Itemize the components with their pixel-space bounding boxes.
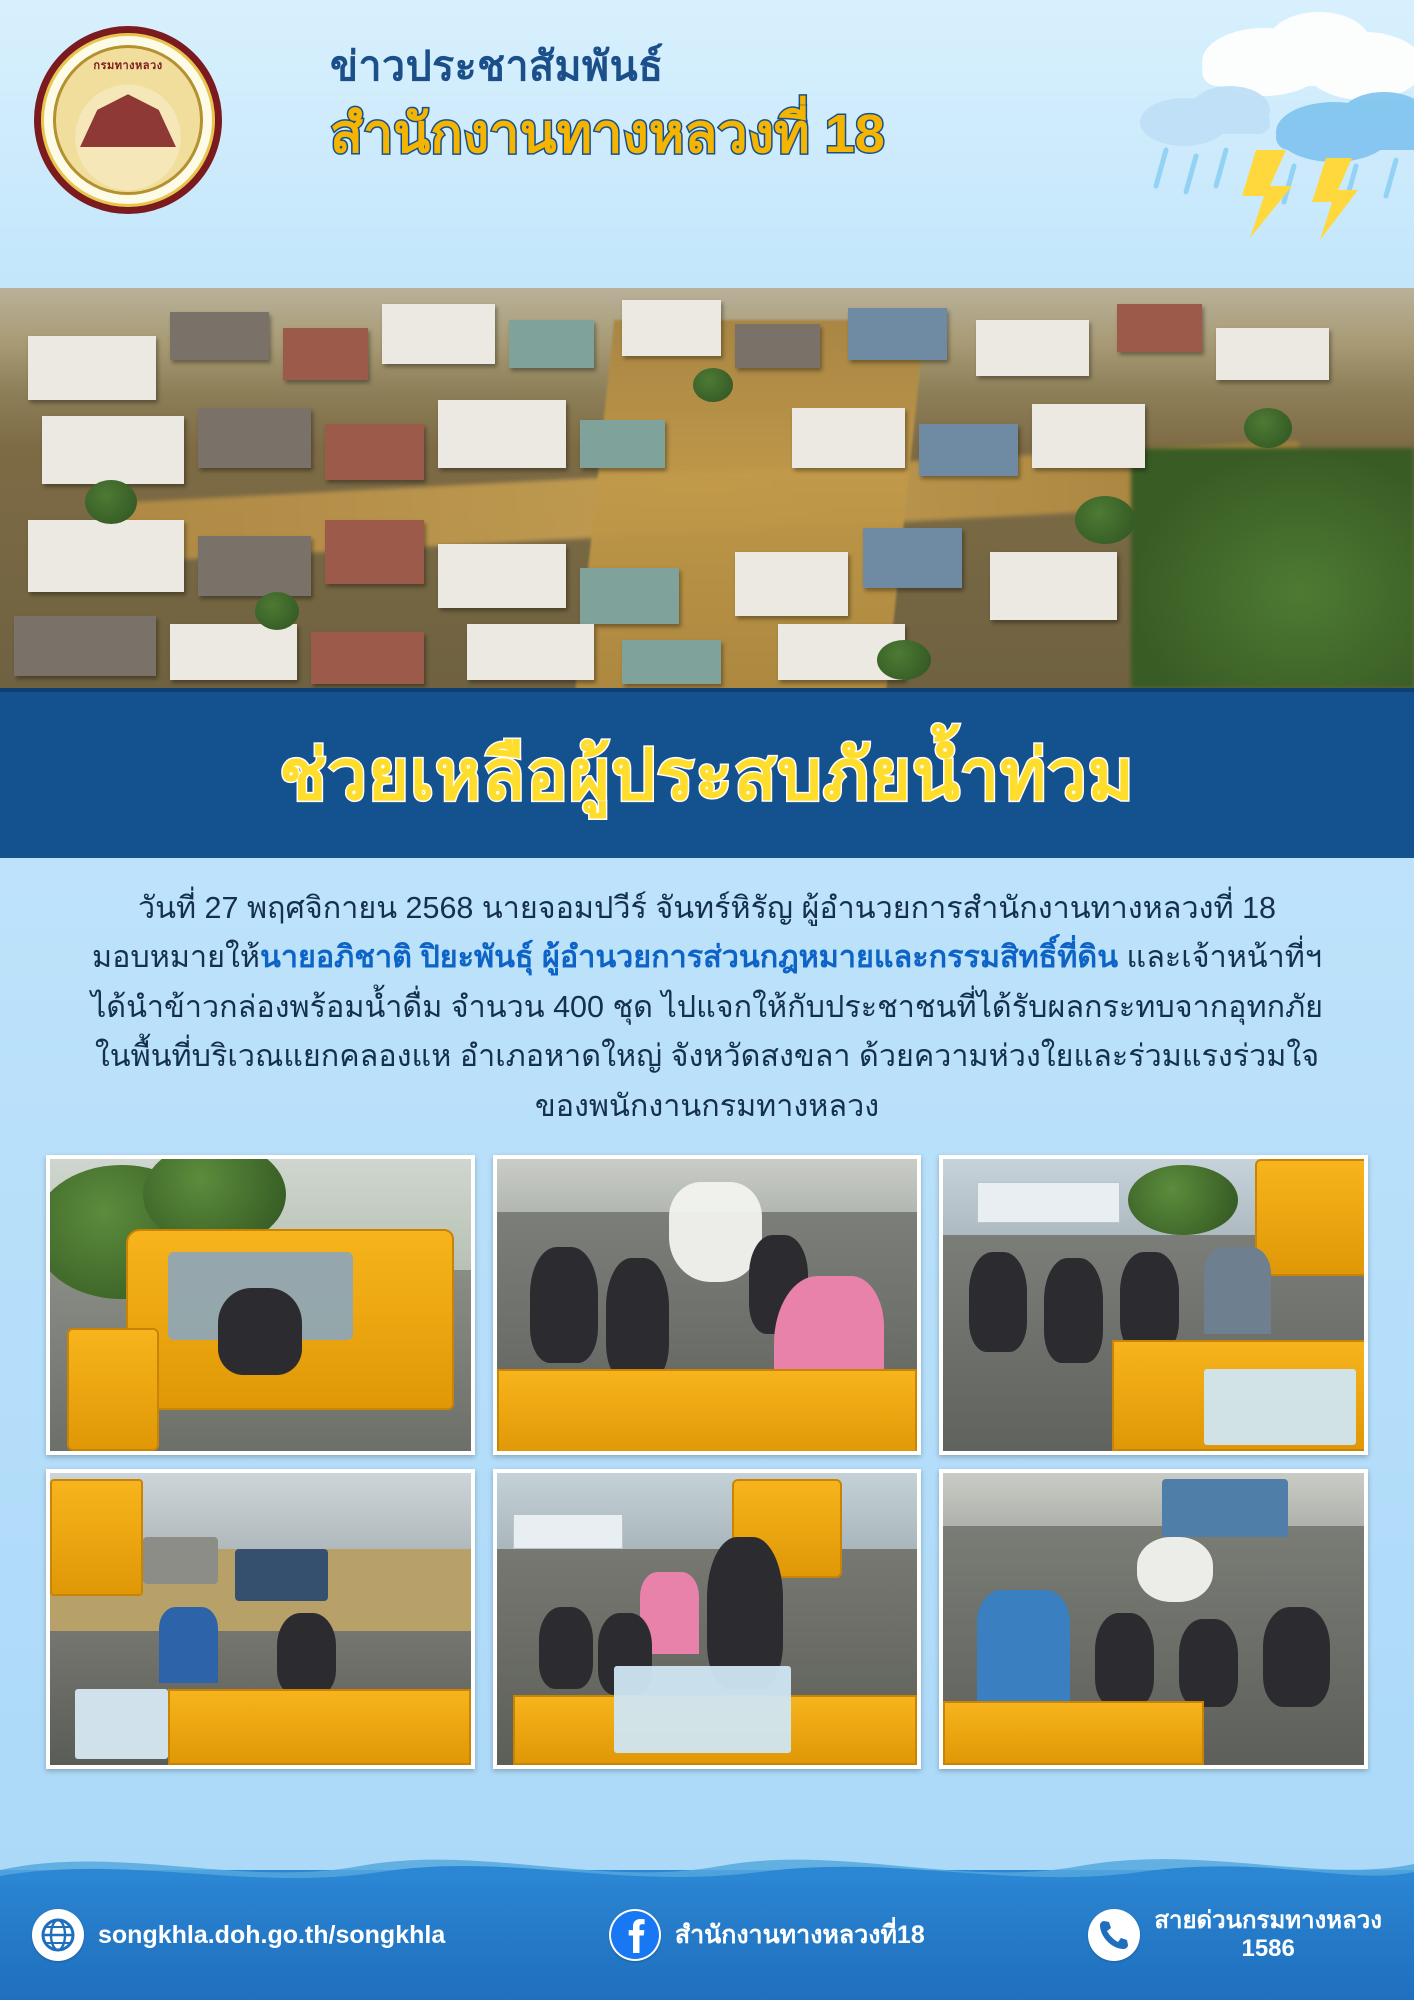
article-line-2-pre: มอบหมายให้	[91, 940, 260, 975]
article-line-5: ของพนักงานกรมทางหลวง	[534, 1088, 880, 1123]
logo-text-top: กรมทางหลวง	[93, 60, 163, 72]
footer-hotline[interactable]	[1088, 1907, 1382, 1962]
article-line-2-highlight: นายอภิชาติ ปิยะพันธุ์ ผู้อำนวยการส่วนกฎหมายและกรรมสิทธิ์ที่ดิน	[259, 940, 1119, 975]
phone-icon	[1088, 1909, 1140, 1961]
headline-banner	[0, 688, 1414, 858]
website-url: songkhla.doh.go.th/songkhla	[98, 1920, 446, 1949]
hero-aerial-flood-photo	[0, 288, 1414, 688]
photo-5	[493, 1469, 922, 1769]
hotline-label: สายด่วนกรมทางหลวง	[1154, 1907, 1382, 1935]
facebook-page-name: สำนักงานทางหลวงที่18	[674, 1921, 925, 1949]
hero-trees	[0, 288, 1414, 688]
article-body	[0, 858, 1414, 1139]
office-name-title: สำนักงานทางหลวงที่ 18	[330, 104, 885, 165]
poster-header	[0, 0, 1414, 288]
footer-facebook[interactable]	[609, 1909, 925, 1961]
footer-website[interactable]	[32, 1909, 445, 1961]
article-line-4: ในพื้นที่บริเวณแยกคลองแห อำเภอหาดใหญ่ จังหวัดสงขลา ด้วยความห่วงใยและร่วมแรงร่วมใจ	[94, 1039, 1320, 1074]
article-line-2-post: และเจ้าหน้าที่ฯ	[1118, 940, 1323, 975]
photo-1	[46, 1155, 475, 1455]
globe-icon	[32, 1909, 84, 1961]
photo-6	[939, 1469, 1368, 1769]
department-of-highways-logo	[34, 26, 222, 214]
press-release-label: ข่าวประชาสัมพันธ์	[330, 43, 664, 89]
article-line-1: วันที่ 27 พฤศจิกายน 2568 นายจอมปวีร์ จันทร์หิรัญ ผู้อำนวยการสำนักงานทางหลวงที่ 18	[137, 891, 1277, 925]
facebook-icon	[609, 1909, 661, 1961]
photo-2	[493, 1155, 922, 1455]
article-line-3: ได้นำข้าวกล่องพร้อมน้ำดื่ม จำนวน 400 ชุด ไปแจกให้กับประชาชนที่ได้รับผลกระทบจากอุทกภัย	[90, 989, 1324, 1024]
poster-footer	[0, 1870, 1414, 2000]
footer-contacts	[0, 1870, 1414, 2000]
photo-3	[939, 1155, 1368, 1455]
photo-4	[46, 1469, 475, 1769]
photo-grid	[0, 1139, 1414, 1777]
article-line-2	[44, 933, 1370, 982]
headline-text: ช่วยเหลือผู้ประสบภัยน้ำท่วม	[279, 736, 1135, 814]
hotline-number: 1586	[1241, 1935, 1295, 1962]
header-titles	[330, 42, 1090, 169]
